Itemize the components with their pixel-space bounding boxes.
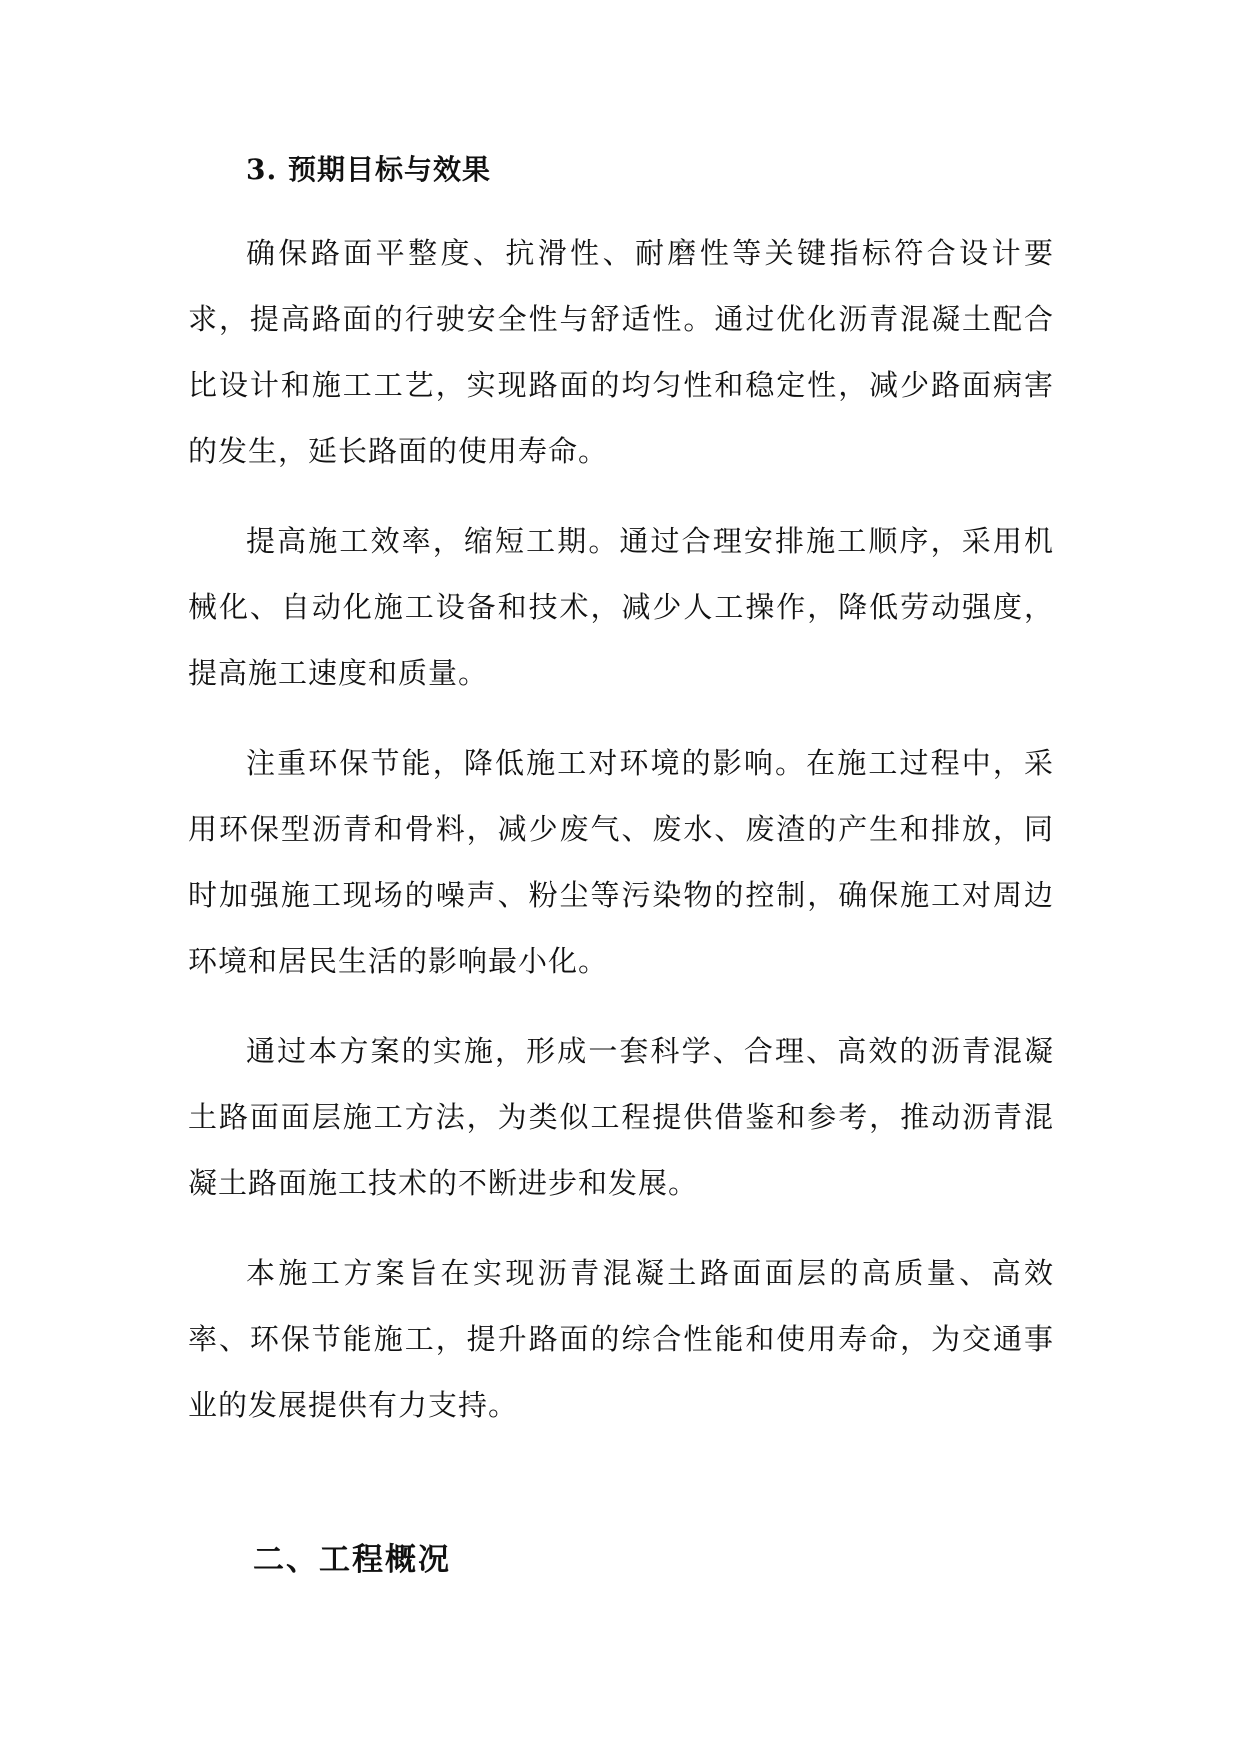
document-body: [188, 150, 1054, 1462]
paragraph-efficiency-goal: 提高施工效率，缩短工期。通过合理安排施工顺序，采用机械化、自动化施工设备和技术，减少人工操作，降低劳动强度，提高施工速度和质量。: [188, 524, 1054, 690]
paragraph-summary: 本施工方案旨在实现沥青混凝土路面面层的高质量、高效率、环保节能施工，提升路面的综合性能和使用寿命，为交通事业的发展提供有力支持。: [188, 1256, 1054, 1422]
paragraph-environment-goal: 注重环保节能，降低施工对环境的影响。在施工过程中，采用环保型沥青和骨料，减少废气、废水、废渣的产生和排放，同时加强施工现场的噪声、粉尘等污染物的控制，确保施工对周边环境和居民生活的影响最小化。: [188, 746, 1054, 978]
paragraph-method-goal: 通过本方案的实施，形成一套科学、合理、高效的沥青混凝土路面面层施工方法，为类似工程提供借鉴和参考，推动沥青混凝土路面施工技术的不断进步和发展。: [188, 1034, 1054, 1200]
section-heading-project-overview: 二、工程概况: [253, 1542, 451, 1578]
paragraph-quality-goal: 确保路面平整度、抗滑性、耐磨性等关键指标符合设计要求，提高路面的行驶安全性与舒适性。通过优化沥青混凝土配合比设计和施工工艺，实现路面的均匀性和稳定性，减少路面病害的发生，延长路面的使用寿命。: [188, 236, 1054, 468]
subheading-expected-goals: 3. 预期目标与效果: [246, 153, 491, 186]
